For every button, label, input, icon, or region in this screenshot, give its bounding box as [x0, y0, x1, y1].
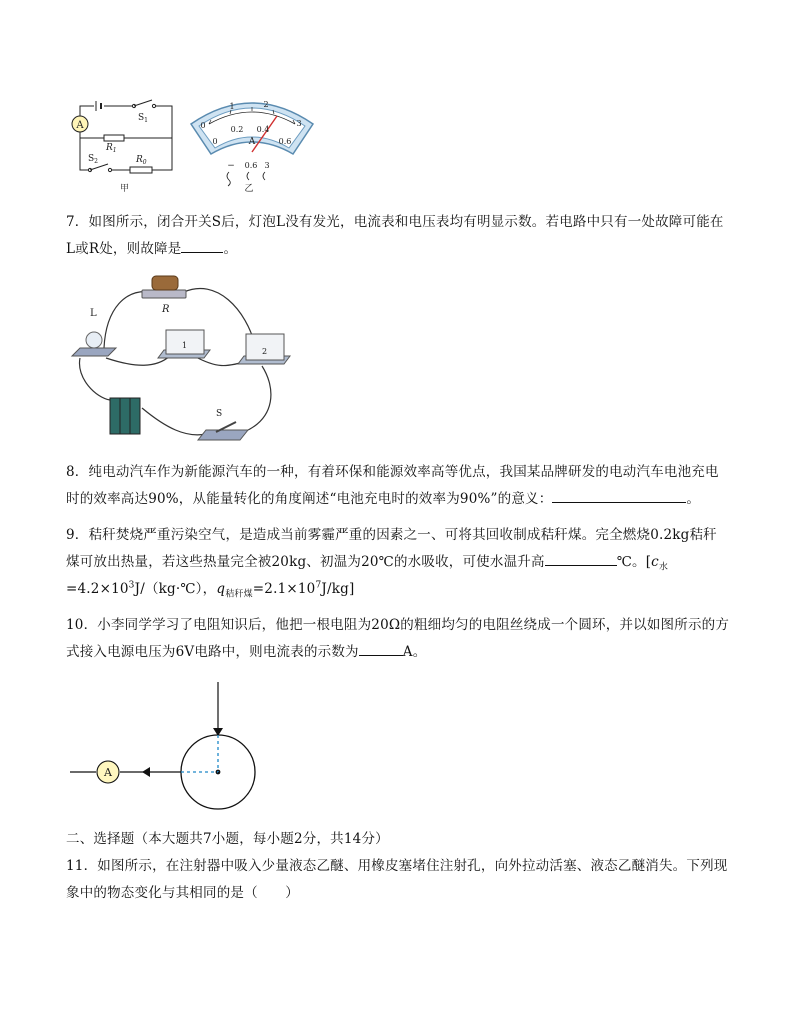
question-8-tail: 。 [686, 491, 701, 507]
r1-label: $R_1$ [106, 143, 117, 154]
terminal-0-6: 0.6 [244, 161, 258, 170]
s1-label: $S_1$ [138, 113, 148, 124]
upper-tick-0: 0 [200, 121, 206, 130]
question-9 [66, 522, 730, 603]
c-exponent: 3 [128, 580, 135, 591]
ammeter-dial-figure-yi [185, 90, 320, 196]
answer-blank-10[interactable] [359, 641, 403, 656]
c-unit: J/（kg·℃）， [134, 581, 217, 597]
question-10-text: 10．小李同学学习了电阻知识后，他把一根电阻为20Ω的粗细均匀的电阻丝绕成一个圆环，并以如图所示的方式接入电源电压为6V电路中，则电流表的示数为 [66, 617, 730, 660]
lower-tick-0-6: 0.6 [278, 137, 292, 146]
fig7-meter-1: 1 [182, 341, 188, 350]
fig7-meter-2: 2 [262, 347, 268, 356]
ring-resistor-figure [66, 678, 266, 818]
c-symbol: c [651, 554, 659, 570]
question-9-unit: ℃。[ [616, 554, 652, 570]
section-2-title: 二、选择题（本大题共7小题，每小题2分，共14分） [66, 831, 389, 847]
q-symbol: q [216, 581, 226, 597]
fig7-label-R: R [162, 304, 170, 315]
fig10-meter-label: A [104, 766, 112, 779]
caption-yi: 乙 [244, 184, 254, 194]
c-value: =4.2×10 [66, 581, 129, 597]
answer-blank-7[interactable] [181, 238, 223, 253]
r0-label: $R_0$ [136, 155, 147, 166]
question-7-text: 7．如图所示，闭合开关S后，灯泡L没有发光，电流表和电压表均有明显示数。若电路中只有一处故障可能在L或R处，则故障是 [66, 214, 724, 257]
q-exponent: 7 [315, 580, 322, 591]
caption-jia: 甲 [120, 184, 130, 194]
question-10-tail: A。 [402, 644, 427, 660]
q-subscript: 秸秆煤 [225, 589, 253, 600]
upper-tick-3: 3 [296, 119, 302, 128]
upper-tick-2: 2 [263, 100, 269, 109]
lower-tick-0: 0 [212, 137, 218, 146]
lower-tick-0-2: 0.2 [230, 125, 244, 134]
question-10 [66, 612, 730, 666]
terminal-3: 3 [264, 161, 270, 170]
question-8 [66, 459, 730, 513]
fig7-label-S: S [216, 409, 223, 419]
question-9-text: 9．秸秆焚烧严重污染空气，是造成当前雾霾严重的因素之一、可将其回收制成秸秆煤。完全燃烧0.2kg秸秆煤可放出热量，若这些热量完全被20kg、初温为20℃的水吸收，可使水温升高 [66, 527, 717, 570]
circuit-figure-jia [66, 96, 186, 196]
dial-unit: A [248, 137, 256, 147]
question-7-tail: 。 [223, 241, 238, 257]
c-subscript: 水 [658, 562, 669, 573]
s2-label: $S_2$ [88, 154, 98, 165]
question-11-text: 11．如图所示，在注射器中吸入少量液态乙醚、用橡皮塞堵住注射孔，向外拉动活塞、液态乙醚消失。下列现象中的物态变化与其相同的是（ ） [66, 858, 728, 901]
question-8-text: 8．纯电动汽车作为新能源汽车的一种，有着环保和能源效率高等优点，我国某品牌研发的电动汽车电池充电时的效率高达90%，从能量转化的角度阐述“电池充电时的效率为90%”的意义： [66, 464, 719, 507]
fig7-label-L: L [90, 308, 97, 319]
q-unit: J/kg] [321, 581, 355, 597]
question-11 [66, 853, 730, 907]
ammeter-symbol-label: A [76, 120, 84, 131]
lower-tick-0-4: 0.4 [256, 125, 270, 134]
question-7 [66, 209, 730, 263]
circuit-photo-figure-q7 [66, 268, 306, 446]
upper-tick-1: 1 [229, 102, 235, 111]
terminal-minus: − [227, 161, 235, 171]
q-value: =2.1×10 [252, 581, 316, 597]
answer-blank-9[interactable] [545, 551, 617, 566]
answer-blank-8[interactable] [552, 488, 686, 503]
